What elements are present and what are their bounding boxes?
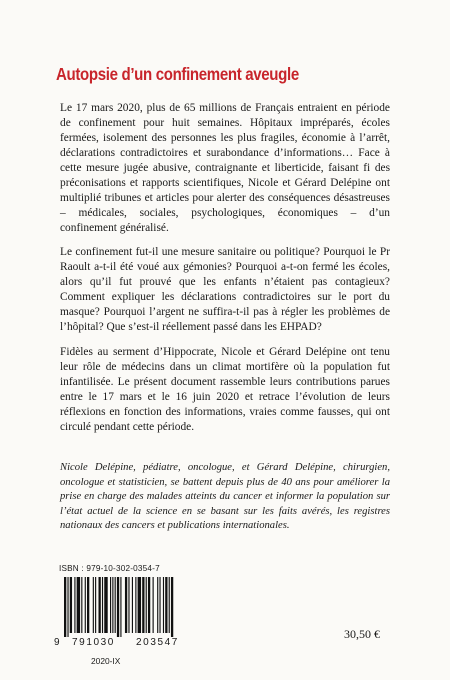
barcode-block	[54, 577, 204, 653]
barcode-first-digit: 9	[54, 637, 62, 648]
summary-paragraph-3: Fidèles au serment d’Hippocrate, Nicole et Gérard Delépine ont tenu leur rôle de médecins dans un climat mortifère où la population fut infantilisée. Le présent document rassemble leurs contributions parues entre le 17 mars et le 16 juin 2020 et retrace l’évolution de leurs réflexions en fonction des informations, vraies comme fausses, qui ont circulé pendant cette période.	[60, 346, 390, 433]
barcode-left-group: 791030	[72, 637, 115, 648]
price-label: 30,50 €	[344, 627, 380, 641]
author-bio: Nicole Delépine, pédiatre, oncologue, et Gérard Delépine, chirurgien, oncologue et statisticien, se battent depuis plus de 40 ans pour améliorer la prise en charge des malades atteints du cancer et informer la population sur l’état actuel de la science en se basant sur les faits avérés, les registres nationaux des cancers et publications internationales.	[60, 462, 390, 531]
summary-paragraph-1: Le 17 mars 2020, plus de 65 millions de Français entraient en période de confinement pour huit semaines. Hôpitaux impréparés, écoles fermées, isolement des personnes les plus fragiles, économie à l’arrêt, déclarations contradictoires et surabondance d’informations… Face à cette mesure jugée abusive, contraignante et liberticide, faisant fi des préconisations et rapports scientifiques, Nicole et Gérard Delépine ont multiplié tribunes et articles pour alerter des conséquences désastreuses – médicales, sociales, psychologiques, économiques – d’un confinement généralisé.	[60, 102, 390, 234]
summary-paragraph-2: Le confinement fut-il une mesure sanitaire ou politique? Pourquoi le Pr Raoult a-t-il été voué aux gémonies? Pourquoi a-t-on fermé les écoles, alors qu’il fut prouvé que les enfants n’étaient pas contagieux? Comment expliquer les déclarations contradictoires sur le port du masque? Pourquoi l’argent ne suffira-t-il pas à régler les problèmes de l’hôpital? Que s’est-il réellement passé dans les EHPAD?	[60, 246, 390, 333]
isbn-label: ISBN : 979-10-302-0354-7	[59, 564, 160, 573]
edition-code: 2020-IX	[91, 656, 121, 666]
barcode-right-group: 203547	[136, 637, 179, 648]
book-title: Autopsie d’un confinement aveugle	[56, 64, 299, 84]
barcode-icon	[62, 577, 198, 637]
